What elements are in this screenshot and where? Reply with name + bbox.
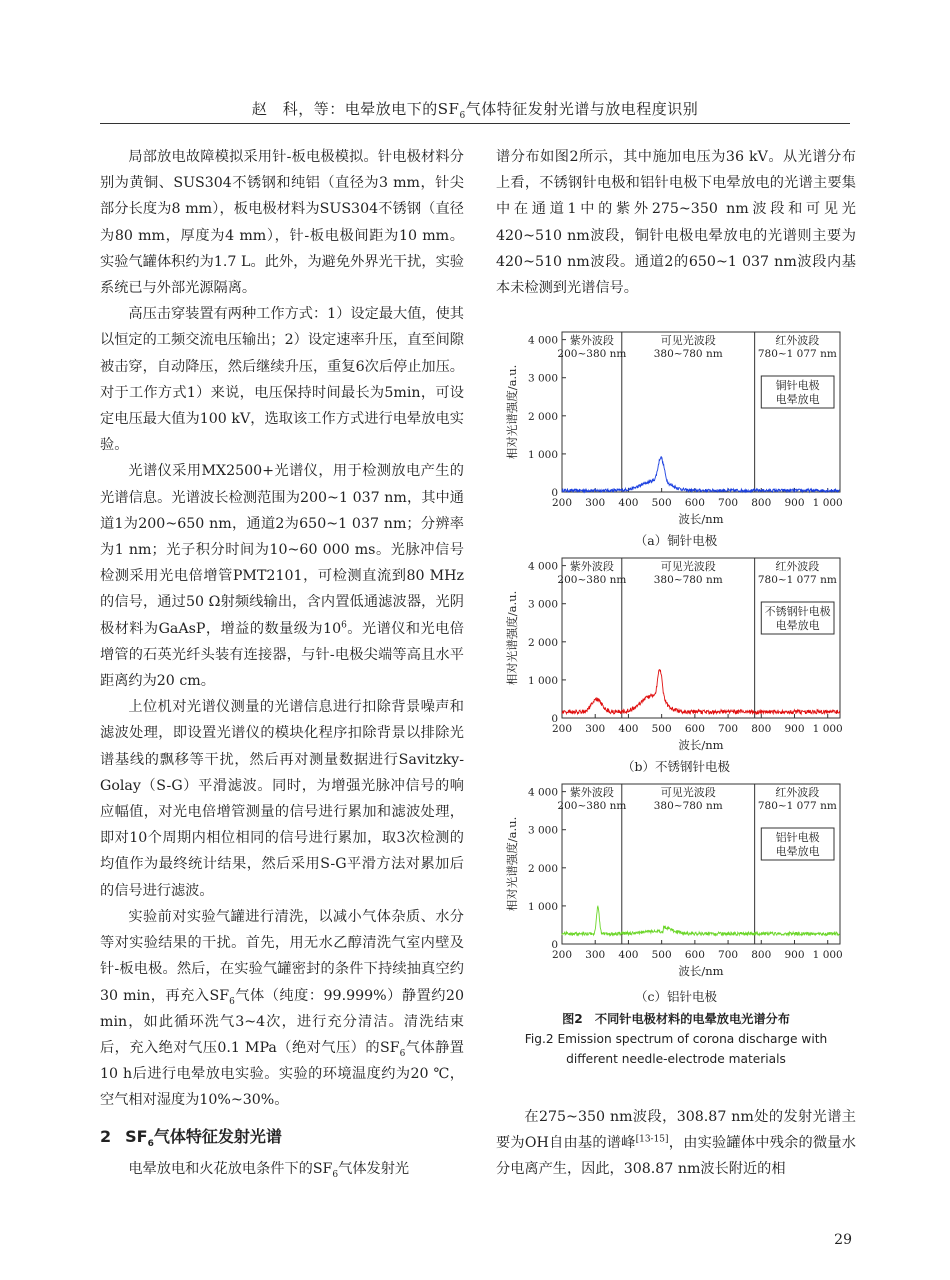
y-axis-label: 相对光谱强度/a.u. (505, 590, 519, 686)
x-tick-label: 700 (718, 723, 739, 735)
subcaption-c: （c）铝针电极 (634, 989, 717, 1004)
legend-label: 电晕放电 (775, 619, 820, 632)
x-tick-label: 500 (651, 949, 672, 961)
spectrum-svg (496, 326, 856, 531)
y-axis-label: 相对光谱强度/a.u. (505, 364, 519, 460)
band-name: 紫外波段 (569, 560, 614, 573)
spectrum-svg (496, 778, 856, 983)
x-tick-label: 200 (551, 497, 573, 509)
y-tick-label: 3 000 (527, 598, 558, 611)
band-name: 红外波段 (775, 560, 820, 573)
x-tick-label: 600 (684, 497, 705, 509)
band-range: 200~380 nm (557, 800, 627, 812)
band-range: 780~1 077 nm (757, 800, 837, 812)
x-tick-label: 300 (585, 949, 606, 961)
spectrum-chart-aluminum (496, 778, 856, 983)
band-name: 可见光波段 (660, 786, 716, 799)
legend-label: 电晕放电 (775, 393, 820, 406)
right-column-bottom (496, 1104, 856, 1183)
spectrum-line (562, 670, 840, 714)
x-tick-label: 900 (784, 723, 805, 735)
y-tick-label: 1 000 (527, 448, 558, 461)
paragraph: 电晕放电和火花放电条件下的$SF_6$气体发射光 (128, 1160, 410, 1180)
band-range: 200~380 nm (557, 574, 627, 586)
y-tick-label: 3 000 (527, 372, 558, 385)
y-tick-label: 1 000 (527, 900, 558, 913)
spectrum-svg (496, 552, 856, 757)
x-axis-label: 波长/nm (678, 738, 724, 752)
page-number: 29 (834, 1232, 852, 1248)
y-tick-label: 2 000 (527, 410, 558, 423)
x-tick-label: 900 (784, 949, 805, 961)
x-tick-label: 600 (684, 723, 705, 735)
y-axis-label: 相对光谱强度/a.u. (505, 816, 519, 912)
y-tick-label: 2 000 (527, 862, 558, 875)
x-tick-label: 800 (751, 723, 772, 735)
band-name: 红外波段 (775, 334, 820, 347)
y-tick-label: 0 (551, 713, 558, 725)
y-tick-label: 3 000 (527, 824, 558, 837)
legend-label: 铜针电极 (775, 379, 820, 392)
x-tick-label: 200 (551, 723, 573, 735)
figure-caption (496, 1009, 856, 1069)
spectrum-chart-copper (496, 326, 856, 531)
header-rule (100, 123, 850, 124)
figure-caption-zh: 图2 不同针电极材料的电晕放电光谱分布 (562, 1012, 790, 1026)
x-tick-label: 400 (618, 949, 639, 961)
band-range: 200~380 nm (557, 348, 627, 360)
x-tick-label: 700 (718, 497, 739, 509)
legend-label: 电晕放电 (775, 845, 820, 858)
spectrum-line (562, 906, 840, 935)
x-tick-label: 400 (618, 723, 639, 735)
x-tick-label: 700 (718, 949, 739, 961)
figure-caption-en: Fig.2 Emission spectrum of corona discharge with (524, 1032, 828, 1046)
band-range: 780~1 077 nm (757, 574, 837, 586)
x-tick-label: 800 (751, 949, 772, 961)
legend-label: 不锈钢针电极 (764, 605, 831, 618)
spectrum-line (562, 456, 840, 492)
x-tick-label: 1 000 (812, 723, 843, 735)
paragraph: 上位机对光谱仪测量的光谱信息进行扣除背景噪声和滤波处理，即设置光谱仪的模块化程序扣除背景以排除光谱基线的飘移等干扰，然后再对测量数据进行Savitzky-Golay（S-G）平滑滤波。同时，为增强光脉冲信号的响应幅值，对光电倍增管测量的信号进行累加和滤波处理，即对10个周期内相位相同的信号进行累加，取3次检测的均值作为最终统计结果，然后采用S-G平滑方法对累加后的信号进行滤波。 (100, 699, 464, 899)
band-name: 紫外波段 (569, 334, 614, 347)
right-column-top (496, 144, 856, 301)
x-tick-label: 1 000 (812, 497, 843, 509)
x-tick-label: 300 (585, 723, 606, 735)
x-tick-label: 500 (651, 497, 672, 509)
x-tick-label: 800 (751, 497, 772, 509)
x-axis-label: 波长/nm (678, 964, 724, 978)
band-name: 可见光波段 (660, 560, 716, 573)
subcaption-b: （b）不锈钢针电极 (621, 759, 730, 774)
paragraph: 光谱仪采用MX2500+光谱仪，用于检测放电产生的光谱信息。光谱波长检测范围为200~1 037 nm，其中通道1为200~650 nm，通道2为650~1 037 nm；分辨率为1 nm；光子积分时间为10~60 000 ms。光脉冲信号检测采用光电倍增管PMT2101，可检测直流到80 MHz的信号，通过50 Ω射频线输出，含内置低通滤波器，光阴极材料为GaAsP，增益的数量级为$10^6$。光谱仪和光电倍增管的石英光纤头装有连接器，与针-电极尖端等高且水平距离约为20 cm。 (100, 463, 464, 690)
y-tick-label: 4 000 (527, 334, 558, 347)
running-header: 赵 科，等：电晕放电下的$SF_6$气体特征发射光谱与放电程度识别 (251, 100, 699, 121)
section-heading: 2 $SF_6$气体特征发射光谱 (100, 1126, 282, 1149)
band-range: 380~780 nm (653, 348, 723, 360)
figure-caption-en: different needle-electrode materials (566, 1052, 786, 1066)
band-name: 可见光波段 (660, 334, 716, 347)
y-tick-label: 1 000 (527, 674, 558, 687)
x-tick-label: 500 (651, 723, 672, 735)
legend-label: 铝针电极 (775, 831, 820, 844)
band-range: 380~780 nm (653, 800, 723, 812)
band-range: 780~1 077 nm (757, 348, 837, 360)
y-tick-label: 0 (551, 487, 558, 499)
x-tick-label: 200 (551, 949, 573, 961)
spectrum-chart-stainless (496, 552, 856, 757)
paragraph: 在275~350 nm波段，308.87 nm处的发射光谱主要为OH自由基的谱峰[13-15]，由实验罐体中残余的微量水分电离产生，因此，308.87 nm波长附近的相 (496, 1109, 856, 1178)
x-tick-label: 600 (684, 949, 705, 961)
x-tick-label: 900 (784, 497, 805, 509)
y-tick-label: 4 000 (527, 560, 558, 573)
subcaption-a: （a）铜针电极 (634, 533, 718, 548)
band-range: 380~780 nm (653, 574, 723, 586)
paragraph: 谱分布如图2所示，其中施加电压为36 kV。从光谱分布上看，不锈钢针电极和铝针电极下电晕放电的光谱主要集中在通道1中的紫外275~350 nm波段和可见光420~510 nm波段，铜针电极电晕放电的光谱则主要为420~510 nm波段。通道2的650~1 037 nm波段内基本未检测到光谱信号。 (496, 149, 856, 297)
x-tick-label: 400 (618, 497, 639, 509)
x-tick-label: 300 (585, 497, 606, 509)
paragraph: 实验前对实验气罐进行清洗，以减小气体杂质、水分等对实验结果的干扰。首先，用无水乙醇清洗气室内壁及针-板电极。然后，在实验气罐密封的条件下持续抽真空约30 min，再充入$SF_6$气体（纯度：99.999%）静置约20 min，如此循环洗气3~4次，进行充分清洁。清洗结束后，充入绝对气压0.1 MPa（绝对气压）的$SF_6$气体静置10 h后进行电晕放电实验。实验的环境温度约为20 ℃，空气相对湿度为10%~30%。 (100, 908, 464, 1109)
left-column (100, 144, 464, 1182)
x-tick-label: 1 000 (812, 949, 843, 961)
y-tick-label: 0 (551, 939, 558, 951)
y-tick-label: 4 000 (527, 786, 558, 799)
paragraph: 高压击穿装置有两种工作方式：1）设定最大值，使其以恒定的工频交流电压输出；2）设定速率升压，直至间隙被击穿，自动降压，然后继续升压，重复6次后停止加压。对于工作方式1）来说，电压保持时间最长为5min，可设定电压最大值为100 kV，选取该工作方式进行电晕放电实验。 (100, 306, 464, 454)
y-tick-label: 2 000 (527, 636, 558, 649)
band-name: 红外波段 (775, 786, 820, 799)
x-axis-label: 波长/nm (678, 512, 724, 526)
paragraph: 局部放电故障模拟采用针-板电极模拟。针电极材料分别为黄铜、SUS304不锈钢和纯铝（直径为3 mm，针尖部分长度为8 mm），板电极材料为SUS304不锈钢（直径为80 mm，厚度为4 mm），针-板电极间距为10 mm。实验气罐体积约为1.7 L。此外，为避免外界光干扰，实验系统已与外部光源隔离。 (100, 149, 464, 297)
band-name: 紫外波段 (569, 786, 614, 799)
